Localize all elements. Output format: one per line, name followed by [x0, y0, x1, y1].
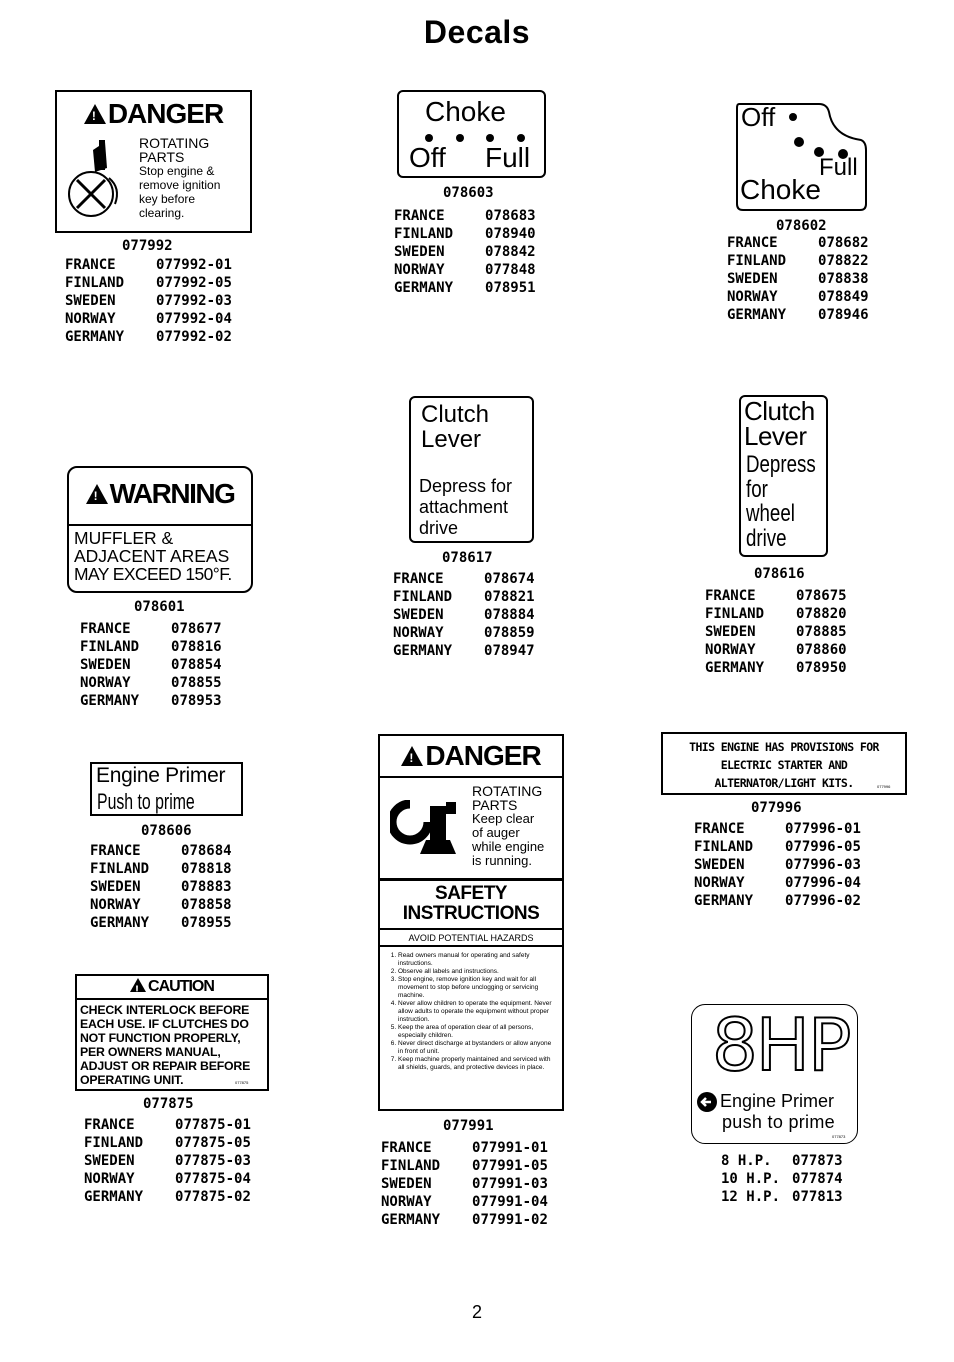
part-number: 077991: [443, 1118, 494, 1134]
table-row: 10 H.P. 077874: [721, 1171, 843, 1187]
table-row: FINLAND 078820: [705, 606, 847, 622]
clutch-lever-attachment-decal: [409, 396, 534, 543]
choke-full-label: Full: [485, 142, 531, 173]
clutch-lever-title: Clutch Lever: [421, 401, 490, 453]
clutch-lever-title: Clutch Lever: [744, 396, 815, 451]
table-row: 8 H.P. 077873: [721, 1153, 843, 1169]
choke-dots: [425, 134, 525, 142]
off-label: Off: [741, 102, 776, 132]
off-full-choke-decal: [735, 100, 868, 214]
part-number: 077996: [751, 800, 802, 816]
list-item: 4. Never allow children to operate the equipment. Never allow adults to operate the equipment without proper instruction.: [398, 1000, 554, 1024]
table-row: GERMANY 077992-02: [65, 329, 232, 345]
provisions-text: THIS ENGINE HAS PROVISIONS FOR ELECTRIC STARTER AND ALTERNATOR/LIGHT KITS.: [689, 740, 879, 790]
safety-steps-list: [380, 950, 558, 1072]
table-row: NORWAY 078860: [705, 642, 847, 658]
table-row: NORWAY 077848: [394, 262, 536, 278]
page-number: 2: [471, 1302, 482, 1322]
table-row: FINLAND 078821: [393, 589, 535, 605]
table-row: FRANCE 078677: [80, 621, 222, 637]
table-row: FRANCE 078675: [705, 588, 847, 604]
part-number: 077992: [122, 238, 173, 254]
table-row: FRANCE 077991-01: [381, 1140, 548, 1156]
auger-hand-icon: [390, 800, 470, 858]
table-row: SWEDEN 078838: [727, 271, 869, 287]
country-code-table: [84, 1116, 251, 1206]
avoid-hazards-label: AVOID POTENTIAL HAZARDS: [408, 933, 534, 943]
engine-primer-subtitle: push to prime: [722, 1112, 835, 1132]
part-number: 078602: [776, 218, 827, 234]
table-row: SWEDEN 077875-03: [84, 1153, 251, 1169]
table-row: SWEDEN 077992-03: [65, 293, 232, 309]
warning-decal-muffler: [67, 466, 253, 593]
list-item: 1. Read owners manual for operating and safety instructions.: [398, 952, 554, 968]
table-row: NORWAY 077991-04: [381, 1194, 548, 1210]
clutch-lever-instruction: Depress for attachment drive: [419, 476, 513, 538]
warning-triangle-icon: [86, 484, 108, 504]
table-row: GERMANY 078950: [705, 660, 847, 676]
list-item: 3. Stop engine, remove ignition key and wait for all movement to stop before unclogging or servicing machine.: [398, 976, 554, 1000]
engine-provisions-decal: [661, 732, 907, 795]
horsepower-code-table: [721, 1152, 843, 1206]
part-number: 078606: [141, 823, 192, 839]
list-item: 6. Never direct discharge at bystanders or allow anyone in front of unit.: [398, 1040, 554, 1056]
danger-header: !DANGER: [57, 98, 250, 130]
table-row: FRANCE 077992-01: [65, 257, 232, 273]
warning-triangle-icon: [84, 104, 106, 124]
table-row: FINLAND 077991-05: [381, 1158, 548, 1174]
table-row: NORWAY 078855: [80, 675, 222, 691]
caution-header: !CAUTION: [77, 978, 267, 996]
clutch-lever-instruction: Depress for wheel drive: [746, 451, 816, 552]
small-part-mark: 077873: [832, 1134, 846, 1139]
table-row: 12 H.P. 077813: [721, 1189, 843, 1205]
8hp-engine-primer-decal: [691, 1004, 858, 1144]
country-code-table: [80, 620, 222, 710]
table-row: FRANCE 078674: [393, 571, 535, 587]
page-title: Decals: [423, 14, 531, 50]
safety-instructions-heading: SAFETY INSTRUCTIONS: [402, 883, 540, 924]
horsepower-outline-text: 8HP: [712, 1003, 850, 1087]
danger-safety-instructions-decal: [378, 734, 564, 1111]
table-row: FRANCE 077996-01: [694, 821, 861, 837]
engine-primer-title: Engine Primer: [720, 1091, 835, 1111]
list-item: 7. Keep machine properly maintained and serviced with all shields, guards, and protective devices in place.: [398, 1056, 554, 1072]
part-number: 078617: [442, 550, 493, 566]
country-code-table: [727, 234, 869, 324]
table-row: FINLAND 078822: [727, 253, 869, 269]
table-row: FINLAND 078940: [394, 226, 536, 242]
table-row: GERMANY 078947: [393, 643, 535, 659]
warning-header: !WARNING: [69, 478, 251, 510]
table-row: FINLAND 077875-05: [84, 1135, 251, 1151]
part-number: 077875: [143, 1096, 194, 1112]
country-code-table: [394, 207, 536, 297]
table-row: FRANCE 078683: [394, 208, 536, 224]
country-code-table: [90, 842, 232, 932]
warning-triangle-icon: [401, 746, 423, 766]
list-item: 2. Observe all labels and instructions.: [398, 968, 554, 976]
small-part-mark: 077875: [235, 1080, 249, 1085]
table-row: GERMANY 078951: [394, 280, 536, 296]
table-row: NORWAY 078859: [393, 625, 535, 641]
part-number: 078601: [134, 599, 185, 615]
country-code-table: [705, 587, 847, 677]
table-row: GERMANY 078955: [90, 915, 232, 931]
warning-triangle-icon: [130, 978, 146, 992]
table-row: SWEDEN 078883: [90, 879, 232, 895]
country-code-table: [65, 256, 232, 346]
table-row: SWEDEN 078842: [394, 244, 536, 260]
table-row: SWEDEN 078885: [705, 624, 847, 640]
table-row: NORWAY 077996-04: [694, 875, 861, 891]
part-number: 078603: [443, 185, 494, 201]
table-row: NORWAY 078849: [727, 289, 869, 305]
caution-text: CHECK INTERLOCK BEFORE EACH USE. IF CLUTCHES DO NOT FUNCTION PROPERLY, PER OWNERS MANUAL, ADJUST OR REPAIR BEFORE OPERATING UNIT.: [80, 1003, 251, 1087]
part-number: 078616: [754, 566, 805, 582]
country-code-table: [381, 1139, 548, 1229]
table-row: FRANCE 078684: [90, 843, 232, 859]
choke-label: Choke: [740, 174, 821, 205]
danger-label-text: ROTATING PARTS Keep clear of auger while engine is running.: [472, 783, 545, 868]
rotating-blade-hand-icon: [65, 138, 129, 228]
list-item: 5. Keep the area of operation clear of all persons, especially children.: [398, 1024, 554, 1040]
table-row: GERMANY 077996-02: [694, 893, 861, 909]
choke-off-label: Off: [409, 142, 446, 173]
table-row: FINLAND 077996-05: [694, 839, 861, 855]
table-row: SWEDEN 078884: [393, 607, 535, 623]
arrow-left-circle-icon: [696, 1091, 718, 1113]
table-row: SWEDEN 077991-03: [381, 1176, 548, 1192]
table-row: GERMANY 078946: [727, 307, 869, 323]
table-row: GERMANY 077875-02: [84, 1189, 251, 1205]
danger-label-text: ROTATING PARTS Stop engine & remove ignition key before clearing.: [139, 135, 221, 220]
danger-header: !DANGER: [380, 740, 562, 772]
caution-interlock-decal: [75, 974, 269, 1091]
table-row: NORWAY 077992-04: [65, 311, 232, 327]
table-row: FINLAND 078816: [80, 639, 222, 655]
table-row: NORWAY 077875-04: [84, 1171, 251, 1187]
small-part-mark: 077996: [877, 784, 891, 789]
table-row: FRANCE 078682: [727, 235, 869, 251]
full-label: Full: [819, 154, 858, 181]
table-row: NORWAY 078858: [90, 897, 232, 913]
warning-label-text: MUFFLER & ADJACENT AREAS MAY EXCEED 150°F.: [74, 528, 232, 584]
choke-title: Choke: [425, 96, 506, 127]
danger-decal-rotating-parts: [55, 90, 252, 233]
clutch-lever-wheel-decal: [739, 395, 828, 557]
table-row: SWEDEN 077996-03: [694, 857, 861, 873]
table-row: SWEDEN 078854: [80, 657, 222, 673]
table-row: FINLAND 077992-05: [65, 275, 232, 291]
table-row: FRANCE 077875-01: [84, 1117, 251, 1133]
engine-primer-decal: [90, 762, 243, 816]
table-row: FINLAND 078818: [90, 861, 232, 877]
country-code-table: [694, 820, 861, 910]
country-code-table: [393, 570, 535, 660]
engine-primer-title: Engine Primer: [96, 764, 226, 787]
table-row: GERMANY 078953: [80, 693, 222, 709]
choke-decal: [397, 90, 546, 178]
table-row: GERMANY 077991-02: [381, 1212, 548, 1228]
engine-primer-subtitle: Push to prime: [97, 789, 195, 814]
